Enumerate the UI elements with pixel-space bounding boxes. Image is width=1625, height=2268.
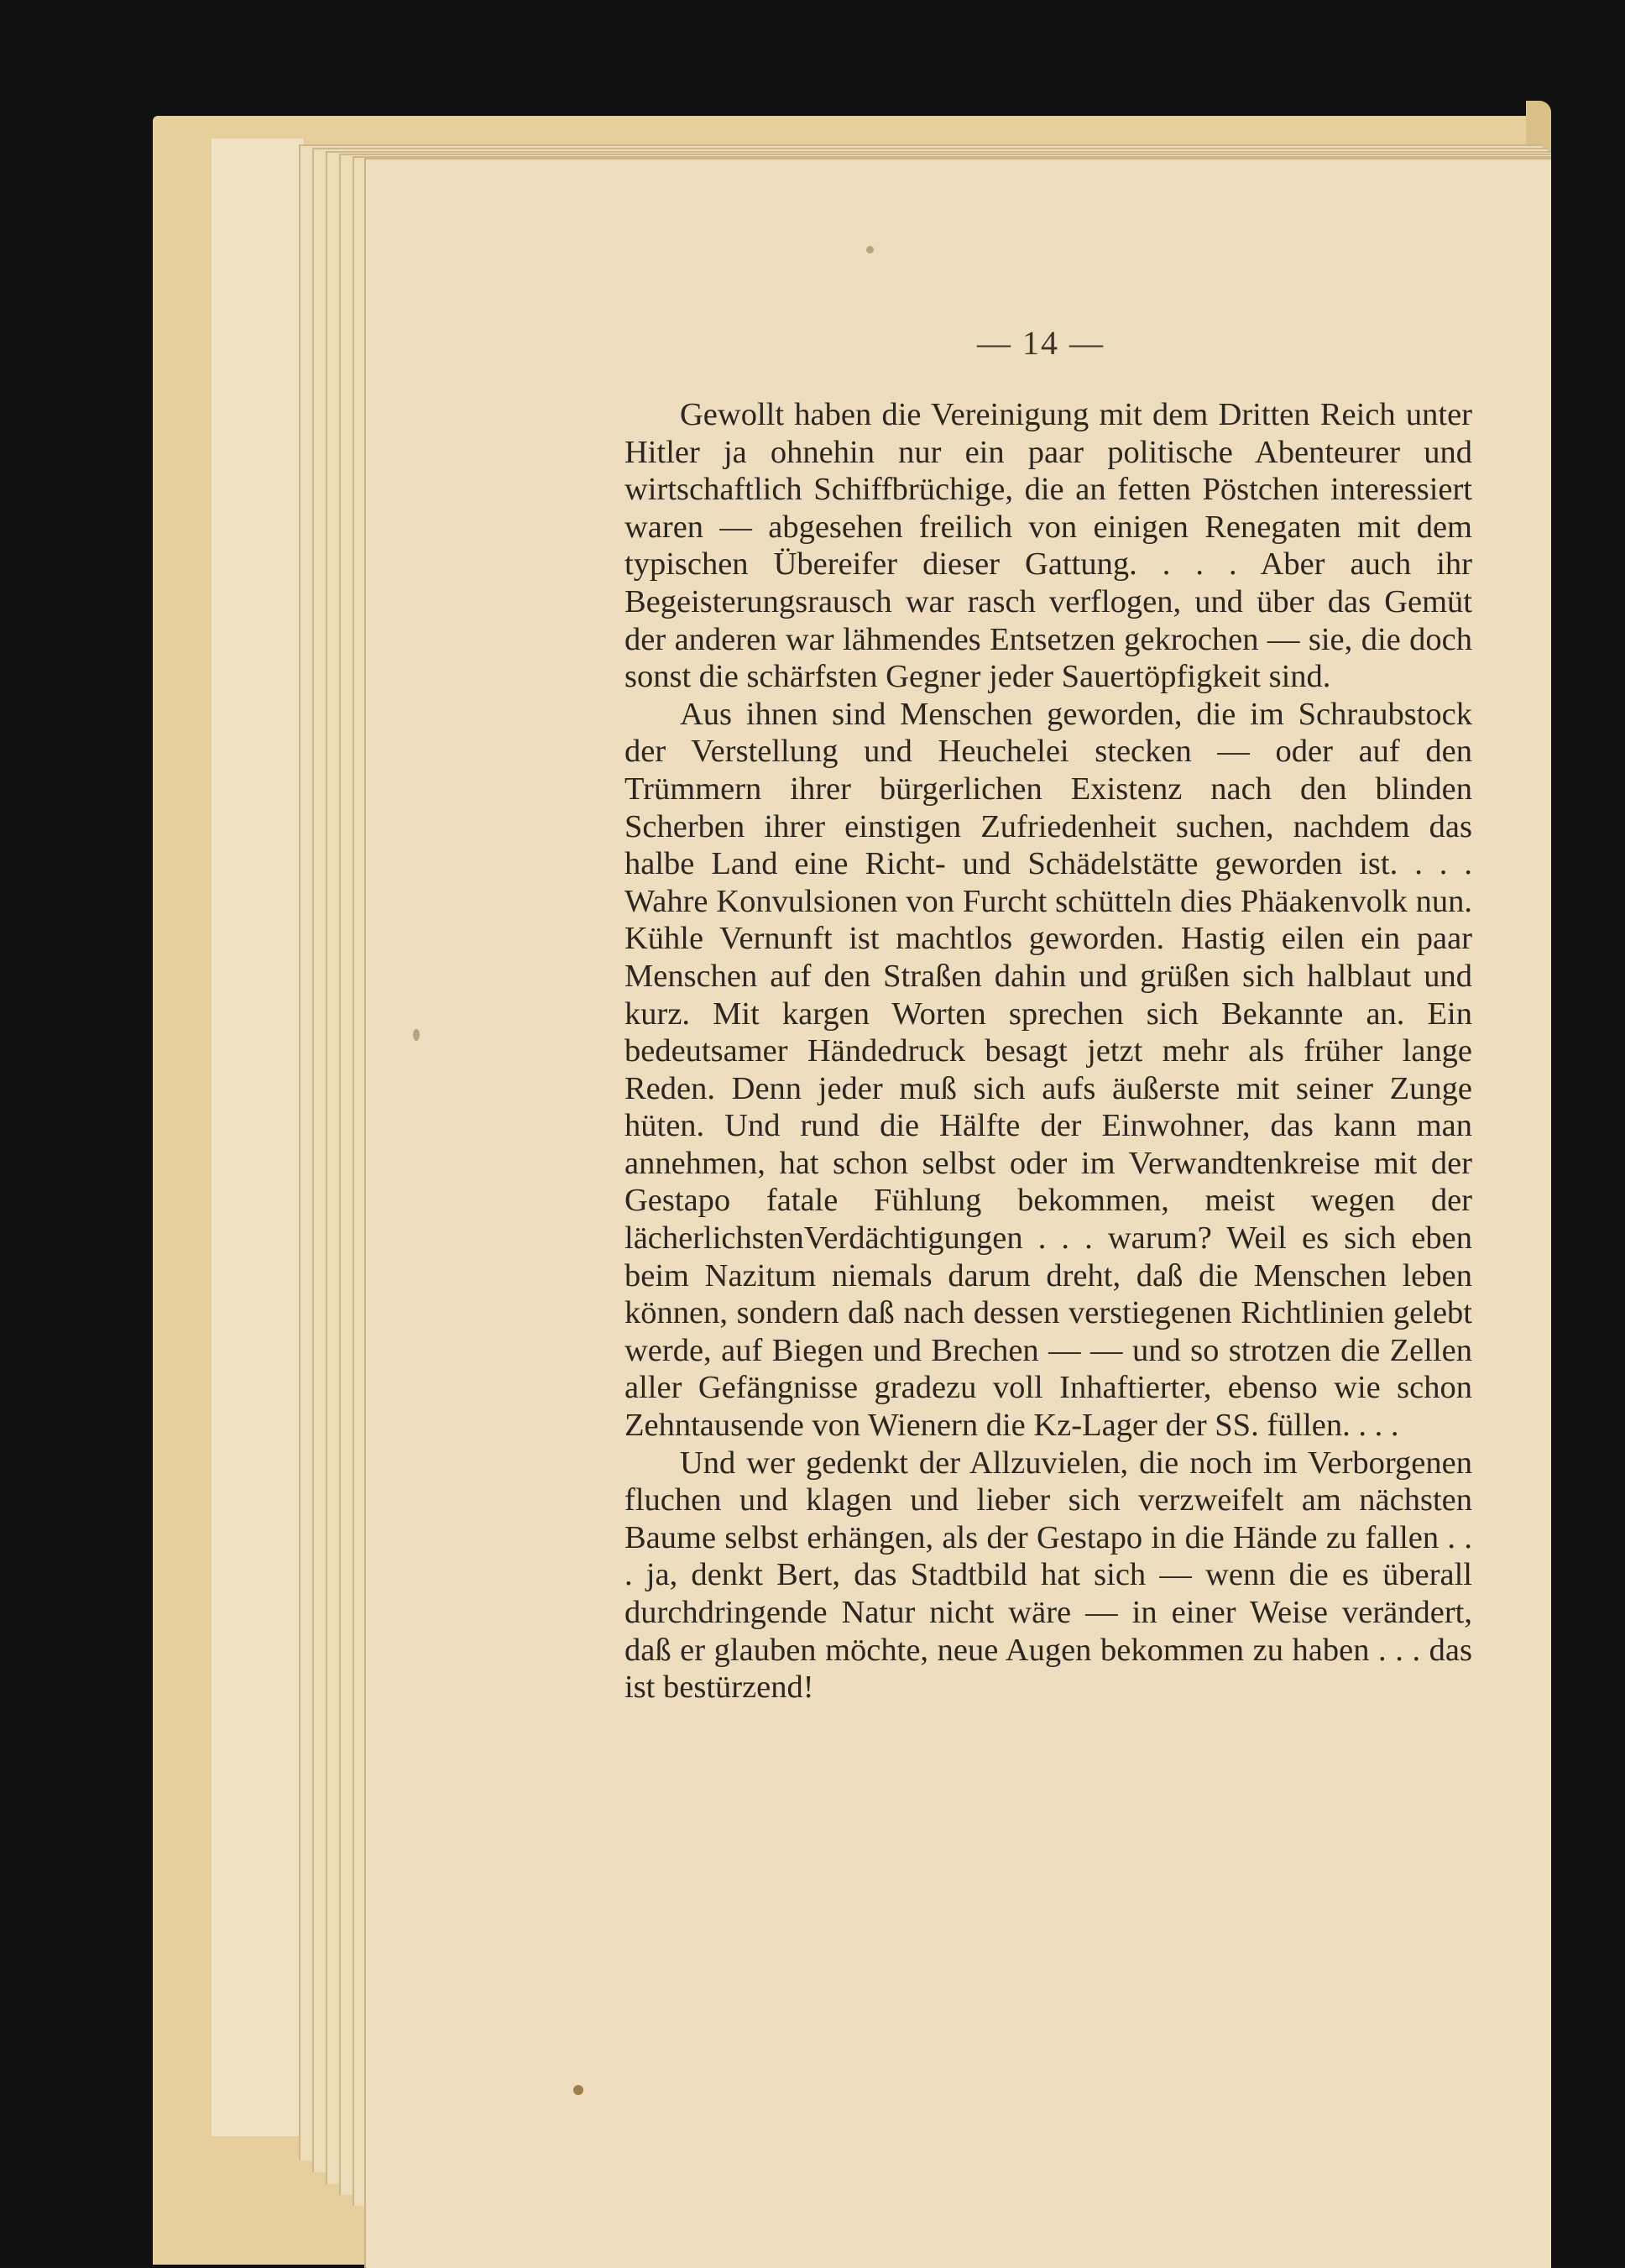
flyleaf-page — [212, 138, 305, 2136]
paragraph-1: Gewollt haben die Vereinigung mit dem Dritten Reich unter Hitler ja ohnehin nur ein paar politische Abenteurer und wirtschaftlich Schiffbrüchige, die an fetten Pöstchen interessiert waren — abgesehen freilich von einigen Renegaten mit dem typischen Übereifer dieser Gattung. . . . Aber auch ihr Begeisterungsrausch war rasch verflogen, und über das Gemüt der anderen war lähmendes Entsetzen gekrochen — sie, die doch sonst die schärfsten Gegner jeder Sauertöpfigkeit sind. — [624, 397, 1472, 695]
paper-spot — [573, 2085, 583, 2095]
page-number: — 14 — — [977, 324, 1105, 362]
paragraph-2: Aus ihnen sind Menschen geworden, die im Schraubstock der Verstellung und Heuchelei stecken — oder auf den Trümmern ihrer bürgerlichen Existenz nach den blinden Scherben ihrer einstigen Zufriedenheit suchen, nachdem das halbe Land eine Richt- und Schädelstätte geworden ist. . . . Wahre Konvulsionen von Furcht schütteln dies Phäakenvolk nun. Kühle Vernunft ist machtlos geworden. Hastig eilen ein paar Menschen auf den Straßen dahin und grüßen sich halblaut und kurz. Mit kargen Worten sprechen sich Bekannte an. Ein bedeutsamer Händedruck besagt jetzt mehr als früher lange Reden. Denn jeder muß sich aufs äußerste mit seiner Zunge hüten. Und rund die Hälfte der Einwohner, das kann man annehmen, hat schon selbst oder im Verwandtenkreise mit der Gestapo fatale Fühlung bekommen, meist wegen der lächerlichstenVerdächtigungen . . . warum? Weil es sich eben beim Nazitum niemals darum dreht, daß die Menschen leben können, sondern daß nach dessen verstiegenen Richtlinien gelebt werde, auf Biegen und Brechen — — und so strotzen die Zellen aller Gefängnisse gradezu voll Inhaftierter, ebenso wie schon Zehntausende von Wienern die Kz-Lager der SS. füllen. . . . — [624, 696, 1472, 1444]
paragraph-3: Und wer gedenkt der Allzuvielen, die noch im Verborgenen fluchen und klagen und lieber sich verzweifelt am nächsten Baume selbst erhängen, als der Gestapo in die Hände zu fallen . . . ja, denkt Bert, das Stadtbild hat sich — wenn die es überall durchdringende Natur nicht wäre — in einer Weise verändert, daß er glauben möchte, neue Augen bekommen zu haben . . . das ist bestürzend! — [624, 1445, 1472, 1706]
body-text — [624, 396, 1472, 1706]
paper-spot — [866, 246, 874, 253]
paper-spot — [413, 1029, 420, 1041]
